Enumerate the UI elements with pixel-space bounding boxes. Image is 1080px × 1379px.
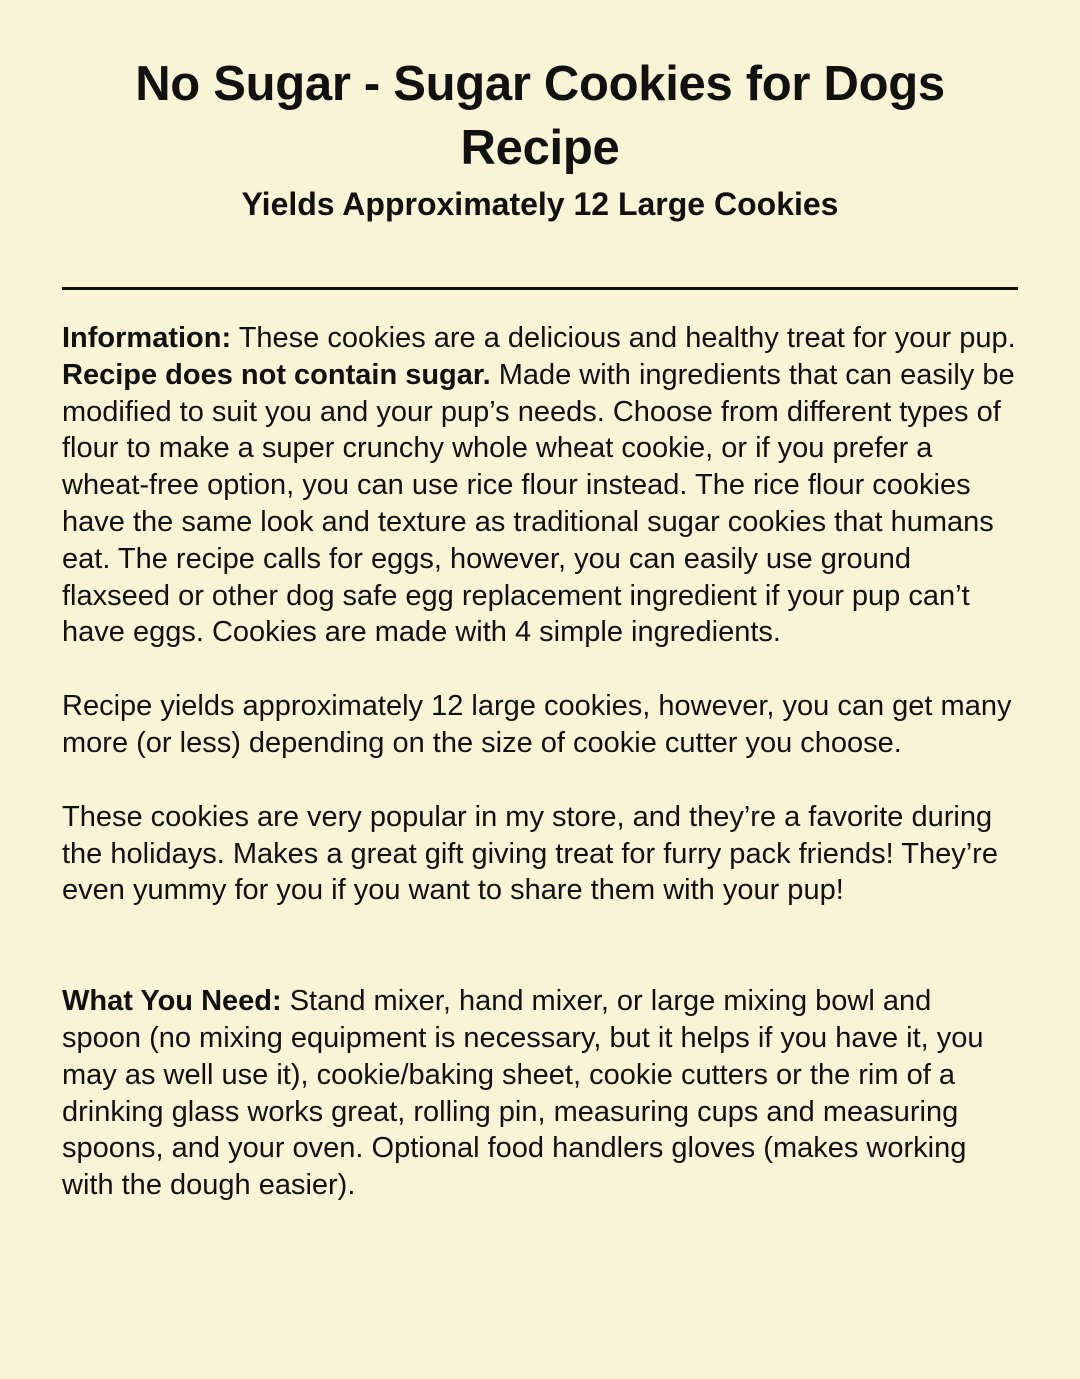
information-text-2: Made with ingredients that can easily be modified to suit you and your pup’s needs. Choose from different types of flour to make a super crunchy whole wheat cookie, or if you prefer a wheat-free option, you can use rice flour instead. The rice flour cookies have the same look and texture as traditional sugar cookies that humans eat. The recipe calls for eggs, however, you can easily use ground flaxseed or other dog safe egg replacement ingredient if your pup can’t have eggs. Cookies are made with 4 simple ingredients. [62,358,1015,649]
yield-paragraph: Recipe yields approximately 12 large cookies, however, you can get many more (or less) depending on the size of cookie cutter you choose. [62,690,1012,759]
page-title: No Sugar - Sugar Cookies for Dogs Recipe [135,57,945,175]
information-label: Information: [62,322,232,354]
information-text-1: These cookies are a delicious and healthy treat for your pup. [238,322,1016,354]
what-you-need-text: Stand mixer, hand mixer, or large mixing bowl and spoon (no mixing equipment is necessary, but it helps if you have it, you may as well use it), cookie/baking sheet, cookie cutters or the rim of a drinking glass works great, rolling pin, measuring cups and measuring spoons, and your oven. Optional food handlers gloves (makes working with the dough easier). [62,985,984,1202]
what-you-need-paragraph [62,983,1018,1204]
no-sugar-note: Recipe does not contain sugar. [62,358,491,391]
page-subtitle: Yields Approximately 12 Large Cookies [241,186,839,222]
divider [62,287,1018,290]
popular-paragraph: These cookies are very popular in my store, and they’re a favorite during the holidays. Makes a great gift giving treat for furry pack friends! They’re even yummy for you if you want to share them with your pup! [62,800,998,907]
information-paragraph [62,320,1018,651]
what-you-need-label: What You Need: [62,985,282,1018]
